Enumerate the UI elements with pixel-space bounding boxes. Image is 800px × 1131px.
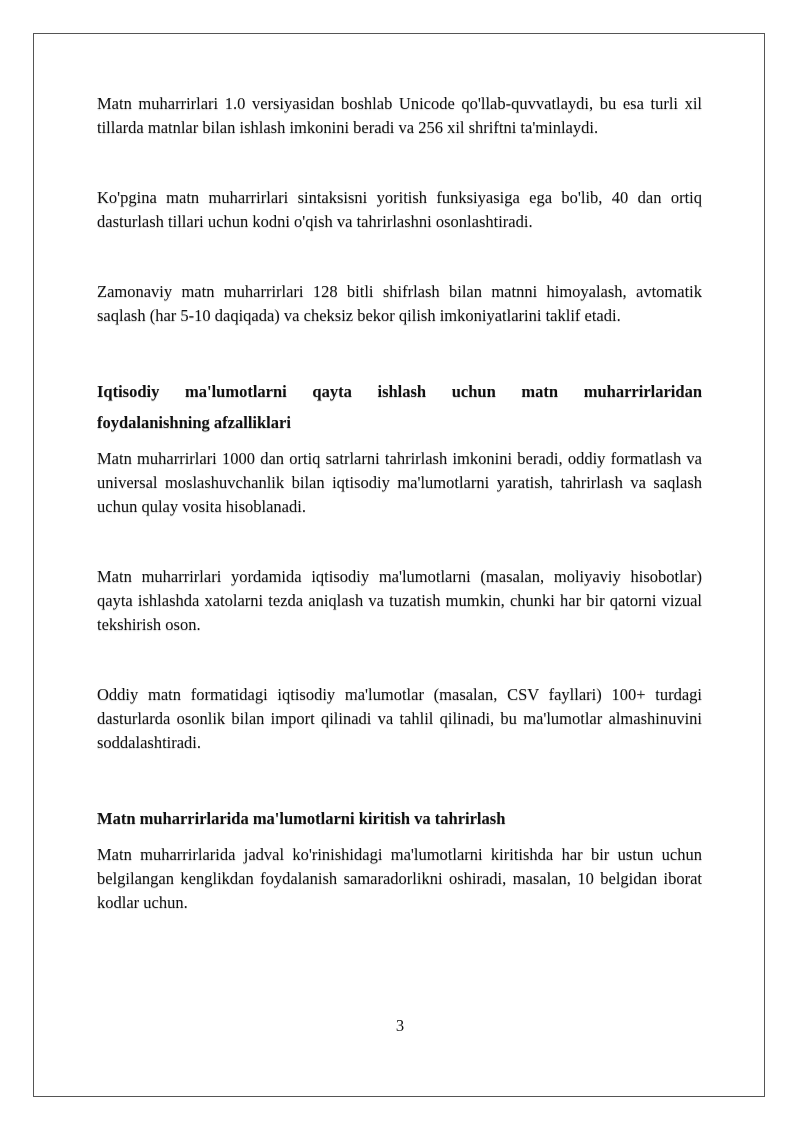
- section-heading-advantages: [97, 376, 702, 438]
- paragraph-unicode: Matn muharrirlari 1.0 versiyasidan boshlab Unicode qo'llab-quvvatlaydi, bu esa turli xil tillarda matnlar bilan ishlash imkonini beradi va 256 xil shriftni ta'minlaydi.: [97, 94, 702, 137]
- paragraph-editing-lines: Matn muharrirlari 1000 dan ortiq satrlarni tahrirlash imkonini beradi, oddiy formatlash va universal moslashuvchanlik bilan iqtisodiy ma'lumotlarni yaratish, tahrirlash va saqlash uchun qulay vosita hisoblanadi.: [97, 449, 702, 516]
- section-heading-data-entry-text: Matn muharrirlarida ma'lumotlarni kiritish va tahrirlash: [97, 809, 506, 828]
- section-heading-advantages-line2: foydalanishning afzalliklari: [97, 413, 291, 432]
- paragraph-encryption: Zamonaviy matn muharrirlari 128 bitli shifrlash bilan matnni himoyalash, avtomatik saqlash (har 5-10 daqiqada) va cheksiz bekor qilish imkoniyatlarini taklif etadi.: [97, 282, 702, 325]
- paragraph-fixed-width: Matn muharrirlarida jadval ko'rinishidagi ma'lumotlarni kiritishda har bir ustun uchun belgilangan kenglikdan foydalanish samaradorlikni oshiradi, masalan, 10 belgidan iborat kodlar uchun.: [97, 845, 702, 912]
- paragraph-error-detection: Matn muharrirlari yordamida iqtisodiy ma'lumotlarni (masalan, moliyaviy hisobotlar) qayta ishlashda xatolarni tezda aniqlash va tuzatish mumkin, chunki har bir qatorni vizual tekshirish oson.: [97, 567, 702, 634]
- paragraph-syntax-highlighting: Ko'pgina matn muharrirlari sintaksisni yoritish funksiyasiga ega bo'lib, 40 dan ortiq dasturlash tillari uchun kodni o'qish va tahrirlashni osonlashtiradi.: [97, 188, 702, 231]
- section-heading-data-entry: [97, 803, 702, 834]
- document-body: [97, 92, 702, 915]
- page-number: 3: [395, 1016, 405, 1035]
- paragraph-csv-import: Oddiy matn formatidagi iqtisodiy ma'lumotlar (masalan, CSV fayllari) 100+ turdagi dasturlarda osonlik bilan import qilinadi va tahlil qilinadi, bu ma'lumotlar almashinuvini soddalashtiradi.: [97, 685, 702, 752]
- section-heading-advantages-line1: Iqtisodiy ma'lumotlarni qayta ishlash uchun matn muharrirlaridan: [97, 382, 702, 401]
